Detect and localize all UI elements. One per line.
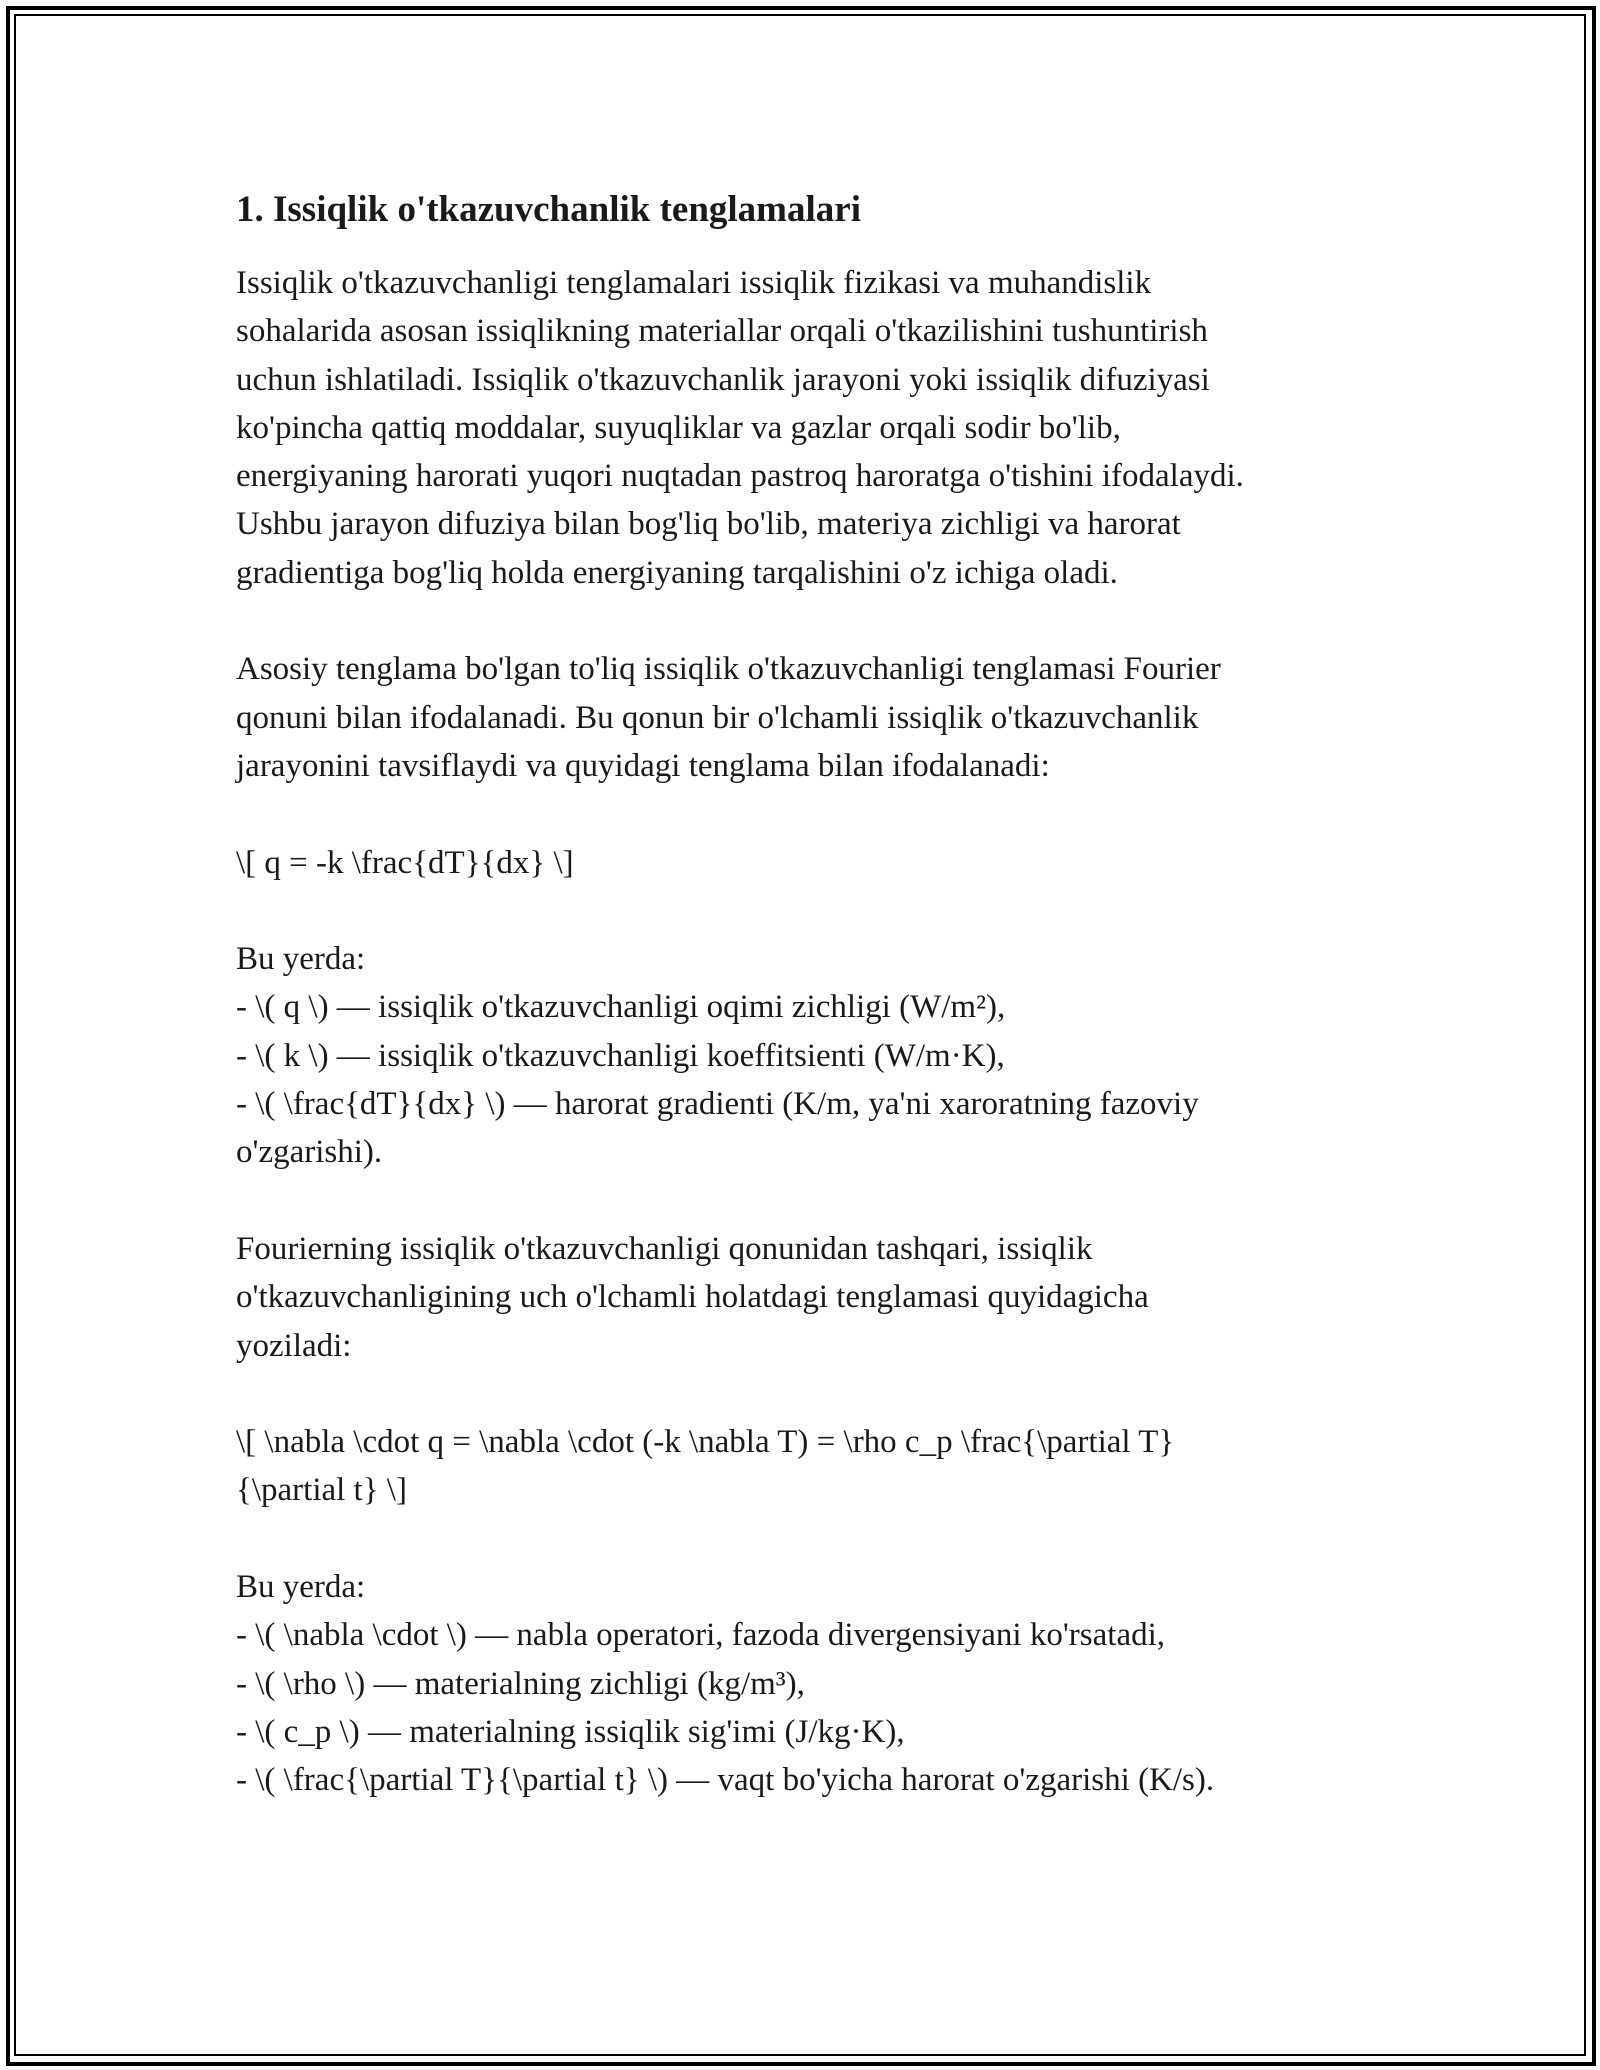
section-title: 1. Issiqlik o'tkazuvchanlik tenglamalari <box>236 189 861 230</box>
where-label: Bu yerda: <box>236 941 366 978</box>
intro-paragraph: Issiqlik o'tkazuvchanligi tenglamalari issiqlik fizikasi va muhandislik sohalarida asosan issiqlikning materiallar orqali o'tkazilishini tushuntirish uchun ishlatiladi. Issiqlik o'tkazuvchanlik jarayoni yoki issiqlik difuziyasi ko'pincha qattiq moddalar, suyuqliklar va gazlar orqali sodir bo'lib, energiyaning harorati yuqori nuqtadan pastroq haroratga o'tishini ifodalaydi. Ushbu jarayon difuziya bilan bog'liq bo'lib, materiya zichligi va harorat gradientiga bog'liq holda energiyaning tarqalishini o'z ichiga oladi. <box>236 265 1244 591</box>
equation-fourier-law: \[ q = -k \frac{dT}{dx} \] <box>236 844 574 881</box>
definition-item: - \( \frac{\partial T}{\partial t} \) — vaqt bo'yicha harorat o'zgarishi (K/s). <box>236 1762 1215 1799</box>
three-dimensional-paragraph: Fourierning issiqlik o'tkazuvchanligi qonunidan tashqari, issiqlik o'tkazuvchanligining uch o'lchamli holatdagi tenglamasi quyidagicha yoziladi: <box>236 1230 1149 1364</box>
where-label: Bu yerda: <box>236 1569 366 1606</box>
definition-item: - \( q \) — issiqlik o'tkazuvchanligi oqimi zichligi (W/m²), <box>236 989 1006 1026</box>
paragraph-spacer <box>236 790 1376 838</box>
definition-item: - \( \frac{dT}{dx} \) — harorat gradienti (K/m, ya'ni xaroratning fazoviy o'zgarishi). <box>236 1086 1199 1171</box>
paragraph-spacer <box>236 887 1376 935</box>
definition-item: - \( c_p \) — materialning issiqlik sig'imi (J/kg·K), <box>236 1713 905 1750</box>
fourier-paragraph: Asosiy tenglama bo'lgan to'liq issiqlik o'tkazuvchanligi tenglamasi Fourier qonuni bilan ifodalanadi. Bu qonun bir o'lchamli issiqlik o'tkazuvchanlik jarayonini tavsiflaydi va quyidagi tenglama bilan ifodalanadi: <box>236 651 1221 784</box>
definition-item: - \( \rho \) — materialning zichligi (kg/m³), <box>236 1665 805 1702</box>
paragraph-spacer <box>236 597 1376 645</box>
definition-item: - \( k \) — issiqlik o'tkazuvchanligi koeffitsienti (W/m·K), <box>236 1037 1005 1074</box>
paragraph-spacer <box>236 1370 1376 1418</box>
paragraph-spacer <box>236 1515 1376 1563</box>
paragraph-spacer <box>236 1177 1376 1225</box>
document-body <box>236 186 1376 1805</box>
equation-heat-3d: \[ \nabla \cdot q = \nabla \cdot (-k \nabla T) = \rho c_p \frac{\partial T} {\partial t} \] <box>236 1424 1175 1509</box>
definition-item: - \( \nabla \cdot \) — nabla operatori, fazoda divergensiyani ko'rsatadi, <box>236 1617 1166 1654</box>
